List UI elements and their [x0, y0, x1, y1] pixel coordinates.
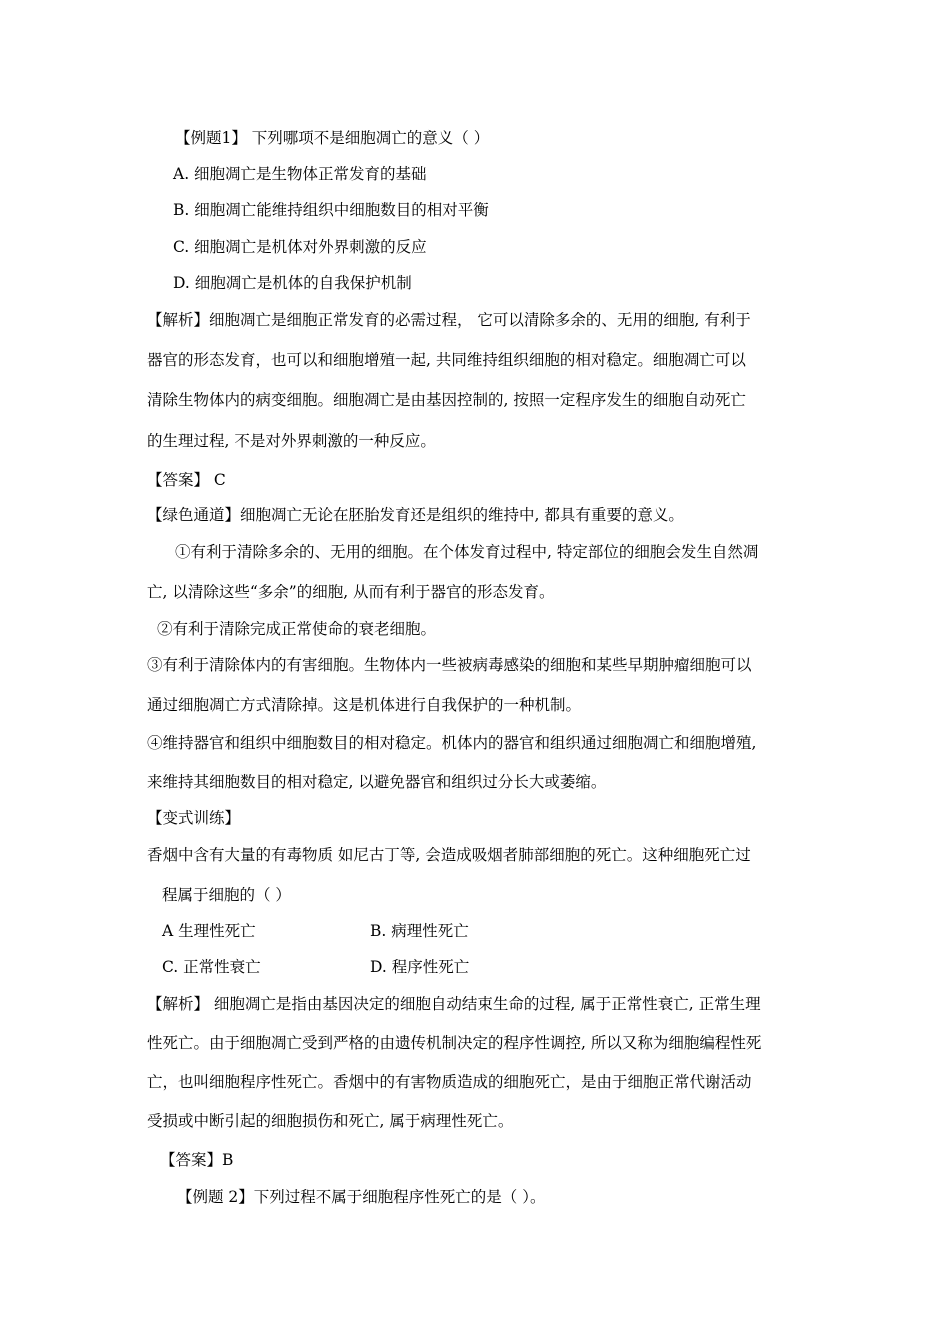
- green-channel-point1-line: 亡, 以清除这些“多余”的细胞, 从而有利于器官的形态发育。: [147, 583, 555, 601]
- example1-answer: 【答案】 C: [147, 471, 226, 489]
- example1-analysis-line: 清除生物体内的病变细胞。细胞凋亡是由基因控制的, 按照一定程序发生的细胞自动死亡: [147, 391, 746, 409]
- example1-question: 【例题1】 下列哪项不是细胞凋亡的意义（ ）: [175, 129, 490, 147]
- variant-analysis-line: 【解析】 细胞凋亡是指由基因决定的细胞自动结束生命的过程, 属于正常性衰亡, 正常生理: [147, 995, 761, 1013]
- green-channel-point3-line: ③有利于清除体内的有害细胞。生物体内一些被病毒感染的细胞和某些早期肿瘤细胞可以: [147, 656, 752, 674]
- example1-analysis-line: 【解析】细胞凋亡是细胞正常发育的必需过程， 它可以清除多余的、无用的细胞, 有利于: [147, 311, 751, 329]
- variant-analysis-line: 受损或中断引起的细胞损伤和死亡, 属于病理性死亡。: [147, 1112, 514, 1130]
- variant-analysis-line: 性死亡。由于细胞凋亡受到严格的由遗传机制决定的程序性调控, 所以又称为细胞编程性死: [147, 1034, 762, 1052]
- variant-question-line: 香烟中含有大量的有毒物质 如尼古丁等, 会造成吸烟者肺部细胞的死亡。这种细胞死亡过: [147, 846, 751, 864]
- example2-question: 【例题 2】下列过程不属于细胞程序性死亡的是（ ）。: [177, 1188, 546, 1206]
- example1-option-c: C. 细胞凋亡是机体对外界刺激的反应: [173, 238, 427, 256]
- green-channel-point3-line: 通过细胞凋亡方式清除掉。这是机体进行自我保护的一种机制。: [147, 696, 582, 714]
- example1-analysis-line: 的生理过程, 不是对外界刺激的一种反应。: [147, 432, 436, 450]
- variant-option-b: B. 病理性死亡: [370, 922, 469, 940]
- variant-option-a: A 生理性死亡: [162, 922, 256, 940]
- example1-option-a: A. 细胞凋亡是生物体正常发育的基础: [173, 165, 427, 183]
- green-channel-point1-line: ①有利于清除多余的、无用的细胞。在个体发育过程中, 特定部位的细胞会发生自然凋: [175, 543, 759, 561]
- green-channel-intro: 【绿色通道】细胞凋亡无论在胚胎发育还是组织的维持中, 都具有重要的意义。: [147, 506, 684, 524]
- variant-analysis-line: 亡，也叫细胞程序性死亡。香烟中的有害物质造成的细胞死亡，是由于细胞正常代谢活动: [147, 1073, 752, 1091]
- example1-analysis-line: 器官的形态发育，也可以和细胞增殖一起, 共同维持组织细胞的相对稳定。细胞凋亡可以: [147, 351, 746, 369]
- variant-question-line: 程属于细胞的（ ）: [162, 886, 291, 904]
- green-channel-point2: ②有利于清除完成正常使命的衰老细胞。: [157, 620, 437, 638]
- variant-answer: 【答案】B: [160, 1151, 234, 1169]
- variant-option-d: D. 程序性死亡: [370, 958, 470, 976]
- green-channel-point4-line: ④维持器官和组织中细胞数目的相对稳定。机体内的器官和组织通过细胞凋亡和细胞增殖,: [147, 734, 757, 752]
- example1-option-d: D. 细胞凋亡是机体的自我保护机制: [173, 274, 412, 292]
- variant-option-c: C. 正常性衰亡: [162, 958, 261, 976]
- example1-option-b: B. 细胞凋亡能维持组织中细胞数目的相对平衡: [173, 201, 489, 219]
- variant-heading: 【变式训练】: [147, 809, 241, 827]
- green-channel-point4-line: 来维持其细胞数目的相对稳定, 以避免器官和组织过分长大或萎缩。: [147, 773, 607, 791]
